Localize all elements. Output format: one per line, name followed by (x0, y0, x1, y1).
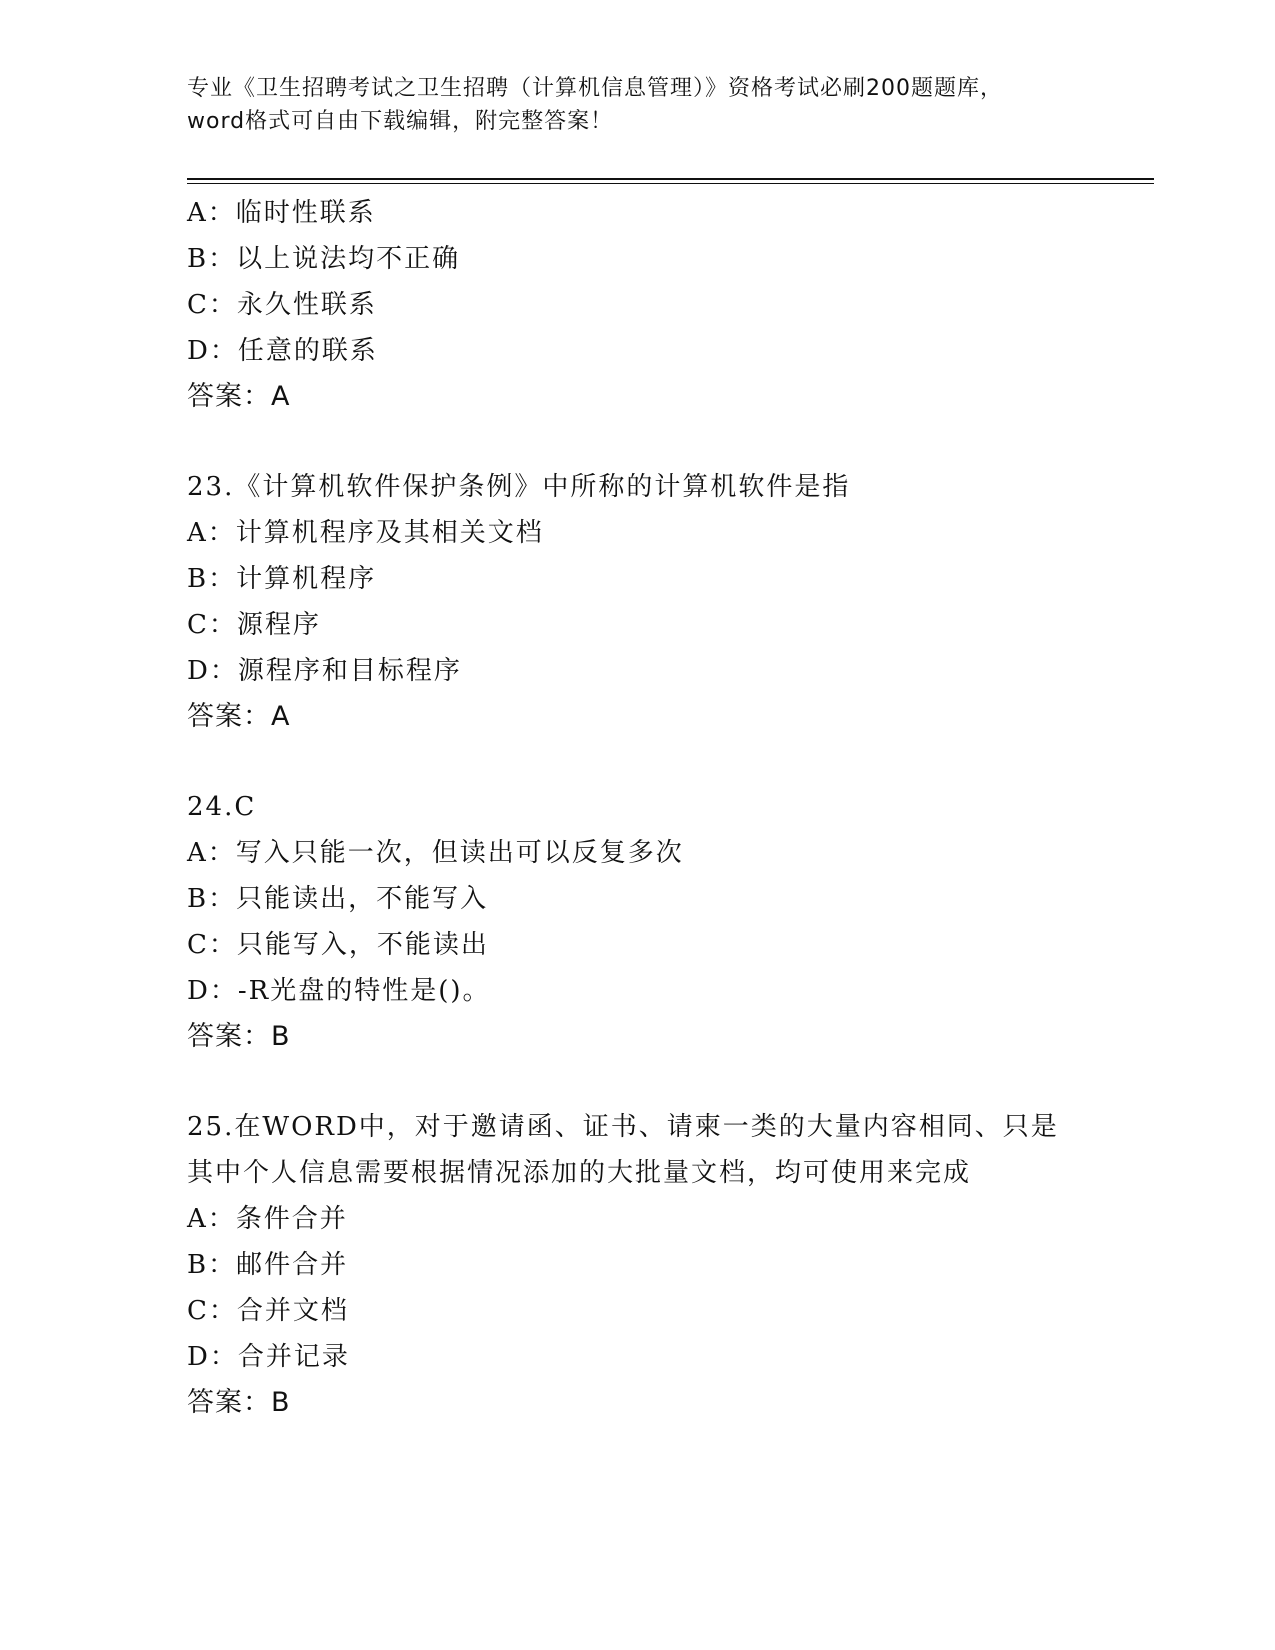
question-23 (187, 464, 1147, 740)
option-d: D：-R光盘的特性是()。 (187, 976, 491, 1006)
question-title-line-2: 其中个人信息需要根据情况添加的大批量文档，均可使用来完成 (187, 1158, 972, 1188)
option-d: D：任意的联系 (187, 336, 378, 366)
option-c: C：只能写入，不能读出 (187, 930, 489, 960)
option-c: C：源程序 (187, 610, 321, 640)
header-title-line-1: 专业《卫生招聘考试之卫生招聘（计算机信息管理）》资格考试必刷200题题库， (187, 76, 1003, 101)
answer-line: 答案：A (187, 381, 291, 412)
answer-line: 答案：A (187, 701, 291, 732)
question-title: 24.C (187, 792, 257, 822)
option-a: A：写入只能一次，但读出可以反复多次 (187, 838, 684, 868)
option-a: A：条件合并 (187, 1204, 348, 1234)
document-header (187, 72, 1087, 138)
option-d: D：合并记录 (187, 1342, 350, 1372)
question-spacer (187, 420, 1147, 464)
question-22 (187, 190, 1147, 420)
option-a: A：临时性联系 (187, 198, 376, 228)
option-b: B：计算机程序 (187, 564, 377, 594)
option-a: A：计算机程序及其相关文档 (187, 518, 544, 548)
option-c: C：合并文档 (187, 1296, 349, 1326)
question-title: 23.《计算机软件保护条例》中所称的计算机软件是指 (187, 472, 851, 502)
option-d: D：源程序和目标程序 (187, 656, 462, 686)
question-25 (187, 1104, 1147, 1426)
question-spacer (187, 1060, 1147, 1104)
answer-line: 答案：B (187, 1021, 291, 1052)
option-b: B：以上说法均不正确 (187, 244, 461, 274)
header-title-line-2: word格式可自由下载编辑，附完整答案！ (187, 109, 614, 134)
option-b: B：只能读出，不能写入 (187, 884, 489, 914)
question-spacer (187, 740, 1147, 784)
answer-line: 答案：B (187, 1387, 291, 1418)
question-title-line-1: 25.在WORD中，对于邀请函、证书、请柬一类的大量内容相同、只是 (187, 1112, 1059, 1142)
option-b: B：邮件合并 (187, 1250, 349, 1280)
header-divider (187, 178, 1154, 184)
question-24 (187, 784, 1147, 1060)
option-c: C：永久性联系 (187, 290, 377, 320)
question-list (187, 190, 1147, 1426)
